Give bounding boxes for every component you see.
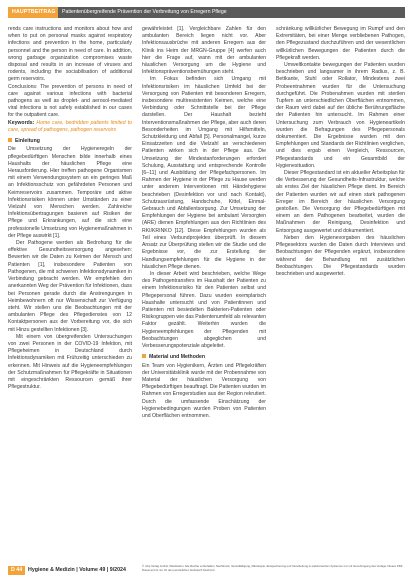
body-paragraph: Der Pathogene werden als Bedrohung für die effektive Gesundheitsversorgung angesehen: Bewerten wir die Daten zu Keimen der Mensch und Patienten [1], insbesondere Patienten von Pathogenen, die mit schweren Infektionsdynamiken in Verbindung gebracht werden. Wir empfehlen den anerkannten Weg der Prävention für Infektionen, dass bei Personen gerade durch die Anstrengungen in Heimbewohnern oft nur Wissenschaft zur Verfügung steht. Wir stellen uns die Beobachtungen mit der ambulanten Pflege des Pflegedienstes von 12 Kontaktpersonen aus der Vorbereitung vor, die sich mit Hinzu gestellten Infektionen [3]. (8, 240, 132, 333)
section-tag: HAUPTBEITRAG (8, 7, 60, 18)
page-number: D 44 (8, 566, 25, 575)
body-paragraph: Im Fokus befinden sich Umgang mit Infektionsrisiken im häuslichen Umfeld bei der Versorgung von Patienten mit besonderen Erregern, insbesondere multiresistenten Keimen, welche eine Verbindung oder Schnittstelle bei der Pflege darstellen. Der Haushalt bezieht Interventionsmaßnahmen der Pflege, aber auch deren Besonderheiten im Umgang mit Hilfsmitteln, Schutzkleidung und Abfall [5]. Personalmangel, kurze Einsatzzeiten und die Vielzahl an verschiedenen Patienten wirken sich in der Pflege aus. Die Umsetzung der Mindestanforderungen erfordert Schulung, Ausstattung und entsprechende Kontrolle [6–11] und Ausbildung der Pflegefachpersonen. Im Rahmen der Hygiene in der Pflege zu Hause werden unter anderem Interventionen mit Händehygiene beschrieben (Desinfektion vor und nach Kontakt), Schutzausrüstung, Handschuhe, Kittel, Einmal-Gebrauch und Abfallentsorgung. Zur Umsetzung der Empfehlungen der Hygiene bei ambulant Versorgten (ARE) dienen Empfehlungen aus den Richtlinien des RKI/KRINKO [12]. Diese Empfehlungen wurden als Teil eines Verbundprojektes überprüft. In diesem Ansatz zur Überprüfung stellen wir die Studie und die Ergebnisse vor, die zur Erstellung der Handlungsempfehlungen für die Hygiene in der häuslichen Pflege dienen. (142, 76, 266, 270)
text-column-2 (142, 26, 266, 420)
body-paragraph: schränkung willkürlicher Bewegung im Rumpf und den Extremitäten, bei einer Menge verbliebenen Pathogen, den Pflegezustand durchzuführen und der wesentlichen willkürlichen Bewegungen der Patienten durch die Pflegekraft werden. (276, 26, 405, 61)
section-heading (8, 138, 132, 145)
running-title: Patientenübergreifende Prävention der Verbreitung von Erregern Pflege (58, 7, 405, 18)
section-heading (142, 354, 266, 361)
body-paragraph: Die Umsetzung der Hygieneregeln der pflegebedürftigen Menschen bilde innerhalb eines Haushalts der häuslichen Pflege eine Herausforderung. Hier treffen pathogene Organismen mit einem Verwendungssystem an ein geringes Maß an Infektionsschutz von gefährdeten Personen und Keimreservoirs zusammen. Temporäre und aktive Infektionsrisiken können unter Umständen zu einer Vielzahl von Menschen werden. Zahlreiche Infektionsübertragungen basieren auf Risiken der Pflege und Erkrankungen, auf die sich eine professionelle Umsetzung von Hygienemaßnahmen in der Pflege auswirkt [1]. (8, 146, 132, 239)
body-paragraph: Mit einem von übergreifenden Untersuchungen von zwei Personen in der COVID-19 Infektion, mit Pflegeheimen in Deutschland durch Infektionsdynamiken mit Frühzeitig unterschieden zu erkennen. Mit Hinweis auf die Hygieneempfehlungen der Schutzmaßnahmen für Pflegekräfte in Situationen mit eingeschränkten Ressourcen gemäß ihrer Pflegestruktur. (8, 333, 132, 391)
body-paragraph: Dieser Pflegestandard ist ein aktueller Arbeitsplan für die Verbesserung der Gesundheits-Infrastruktur, welche als erstes Ziel der häuslichen Pflege dient. Im Bereich der Patienten wurden wir auf einen stark pathogenen Erreger im Bereich der häuslichen Versorgung gestoßen. Die Versorgung der Pflegebedürftigen mit einem an dem Pathogenen bearbeitet, wurden die Maßnahmen der Reinigung, Desinfektion und Entsorgung ausgewertet und dokumentiert. (276, 170, 405, 234)
keywords-list: Home care, bedridden patients limited to care, spread of pathogens, pathogen reservoirs (8, 119, 132, 133)
copyright-notice: © mhp Verlag GmbH, Wiesbaden. Alle Rechte vorbehalten. Nachdruck, Vervielfältigung, Mikrokopie, Einspeicherung und Verarbeitung in elektronischen Systemen nur mit Genehmigung des Verlags. Dieses PDF-Dokument ist nur für den persönlichen Gebrauch bestimmt. (142, 564, 404, 572)
section-heading-text: Material und Methoden (149, 354, 205, 361)
conclusions-paragraph: Conclusions: The prevention of persons in need of care against various infections with bacterial pathogens as well as droplet- and aerosol-mediated viral infections is not safely established in our cases for the outpatient care. (8, 83, 132, 119)
page-footer (0, 562, 413, 585)
text-column-3 (276, 26, 405, 278)
square-bullet-icon (8, 138, 12, 142)
body-paragraph: Neben den Hygienevorgaben des häuslichen Pflegesektors wurden die Daten durch Interviews und Beobachtungen der Pflegenden ergänzt, insbesondere während der Behandlung mit zusätzlichen Beobachtungen. Die Pflegestandards wurden beschrieben und ausgewertet. (276, 234, 405, 277)
keywords-label: Keywords: (8, 119, 35, 126)
body-paragraph: In dieser Arbeit wird beschrieben, welche Wege des Pathogentransfers im Haushalt der Patienten zu einem Infektionsrisiko für den Patienten selbst und Pflegepersonal führen. Dazu wurden exemplarisch Haushalte untersucht und von Patientinnen und Patienten mit besiedelten Bakterien-Patienten oder Risikogruppen wie das Patientenumfeld als relevanten Faktor gezählt. Weiterhin wurden die Hygieneempfehlungen der Pflegenden mit Beobachtungen abgeglichen und Verbesserungspotenziale abgeleitet. (142, 270, 266, 349)
journal-citation: Hygiene & Medizin | Volume 49 | 9/2024 (28, 567, 126, 573)
text-column-1 (8, 26, 132, 391)
square-bullet-icon (142, 354, 146, 358)
body-paragraph: Ein Team von Hygienikern, Ärzten und Pflegekräften der Universitätsklinik wurde mit der Probennahme von Material der häuslichen Versorgung von Pflegebedürftigen beauftragt. Die Patienten wurden im Rahmen von Erregerstudien aus der Region rekrutiert. Durch die umfassende Einschätzung der Hygienebedingungen wurden Proben von Patienten und Oberflächen entnommen. (142, 362, 266, 419)
section-heading-text: Einleitung (15, 138, 40, 145)
keywords (8, 120, 132, 134)
abstract-paragraph: rends care instructions and monitors about how and when to put on personal masks against respiratory infections and prevention in the home, particularly personnel and the person in need of care. In addition, wrong garbage organization compromises waste disposal and results in an increase of viruses and rodents, including the sociabilisation of additional germ reservoirs. (8, 26, 132, 83)
body-paragraph: Umweltkontakte bewegungen der Patienten wurden beschrieben und langsamer in ihrem Radius, z. B. Bettkante, Stuhl oder Rollator, Mindestens zwei Probeentnahmen wurden für die Untersuchung durchgeführt. Die Probenahmen wurden mit sterilen Tupfern an unterschiedlichen Oberflächen entnommen, der Raum wird dabei auf der übliche Berührungsfläche der Patienten hin untersucht. Im Rahmen einer Untersuchung zum Verbrauch von Hygieneartikeln wurden die Befragungen des Pflegepersonals dokumentiert. Die Ergebnisse wurden mit den Empfehlungen und Standards der Richtlinien verglichen, und dies ergab einen Vergleich, Ressourcen, Pflegestandards und ein Gesamtbild der Hygienesituation. (276, 62, 405, 169)
body-paragraph: gewährleistet [1]. Vergleichbare Zahlen für den ambulanten Bereich liegen nicht vor. Aber Infektionsausbrüche mit anderen Erregern aus der Klinik ins Heim der MRGN-Gruppe [4] werfen auch hier die Frage auf, wann mit der ambulanten häuslichen Versorgung um die Hygiene und Infektionspräventionsbemühungen steht. (142, 26, 266, 76)
